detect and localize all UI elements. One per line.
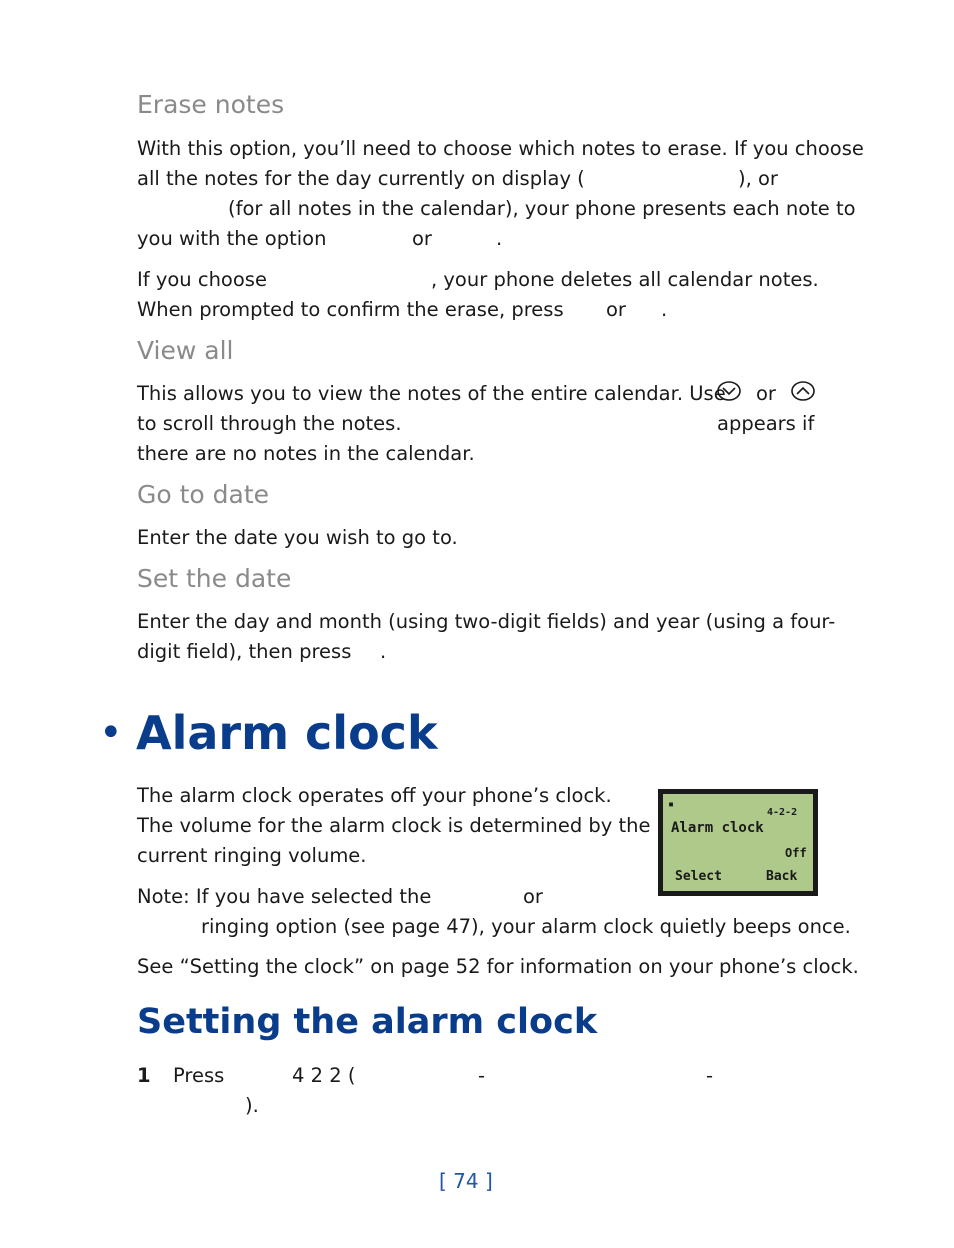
note-line-1b: or <box>523 885 543 908</box>
step-code: 4 2 2 ( <box>292 1064 356 1087</box>
phone-screen-display <box>663 794 813 891</box>
erase-notes-line-6a: When prompted to confirm the erase, press <box>137 298 564 321</box>
set-date-line-2a: digit field), then press <box>137 640 352 663</box>
view-all-line-3: there are no notes in the calendar. <box>137 442 475 465</box>
scroll-down-icon <box>716 380 742 402</box>
view-all-line-1b: or <box>756 382 776 405</box>
view-all-line-2b: appears if <box>717 412 815 435</box>
step-press: Press <box>173 1064 225 1087</box>
note-line-2: ringing option (see page 47), your alarm clock quietly beeps once. <box>201 915 851 938</box>
section-bullet: • <box>99 710 123 756</box>
screen-left-softkey: Select <box>675 869 722 884</box>
erase-notes-line-2b: ), or <box>738 167 778 190</box>
erase-notes-line-2a: all the notes for the day currently on display ( <box>137 167 585 190</box>
screen-right-softkey: Back <box>766 869 798 884</box>
go-to-date-line-1: Enter the date you wish to go to. <box>137 526 458 549</box>
heading-erase-notes: Erase notes <box>137 90 285 119</box>
screen-title: Alarm clock <box>671 820 764 836</box>
screen-menu-indicator: ▪ <box>668 799 675 810</box>
erase-notes-line-6c: . <box>661 298 668 321</box>
view-all-line-1a: This allows you to view the notes of the entire calendar. Use <box>137 382 726 405</box>
erase-notes-line-5b: , your phone deletes all calendar notes. <box>431 268 819 291</box>
set-date-line-1: Enter the day and month (using two-digit fields) and year (using a four- <box>137 610 836 633</box>
screen-value: Off <box>785 846 807 860</box>
erase-notes-line-4b: or <box>412 227 432 250</box>
section-title-alarm-clock: Alarm clock <box>136 706 438 760</box>
scroll-up-icon <box>790 380 816 402</box>
note-line-1a: Note: If you have selected the <box>137 885 432 908</box>
erase-notes-line-5a: If you choose <box>137 268 267 291</box>
phone-screen-image <box>658 789 818 896</box>
see-setting-clock: See “Setting the clock” on page 52 for information on your phone’s clock. <box>137 955 859 978</box>
step-dash-1: - <box>478 1064 486 1087</box>
step-dash-2: - <box>706 1064 714 1087</box>
view-all-line-2a: to scroll through the notes. <box>137 412 402 435</box>
step-number: 1 <box>137 1064 151 1087</box>
screen-status: 4-2-2 <box>767 807 798 818</box>
alarm-line-2: The volume for the alarm clock is determined by the <box>137 814 651 837</box>
alarm-line-3: current ringing volume. <box>137 844 367 867</box>
subsection-title-setting-alarm: Setting the alarm clock <box>137 1002 598 1042</box>
erase-notes-line-4a: you with the option <box>137 227 327 250</box>
alarm-line-1: The alarm clock operates off your phone’s clock. <box>137 784 612 807</box>
erase-notes-line-1: With this option, you’ll need to choose which notes to erase. If you choose <box>137 137 864 160</box>
erase-notes-line-4c: . <box>496 227 503 250</box>
step-close: ). <box>245 1094 259 1117</box>
erase-notes-line-3: (for all notes in the calendar), your phone presents each note to <box>228 197 856 220</box>
heading-view-all: View all <box>137 336 234 365</box>
set-date-line-2b: . <box>380 640 387 663</box>
page-number: [ 74 ] <box>439 1169 493 1193</box>
heading-go-to-date: Go to date <box>137 480 270 509</box>
heading-set-the-date: Set the date <box>137 564 292 593</box>
erase-notes-line-6b: or <box>606 298 626 321</box>
